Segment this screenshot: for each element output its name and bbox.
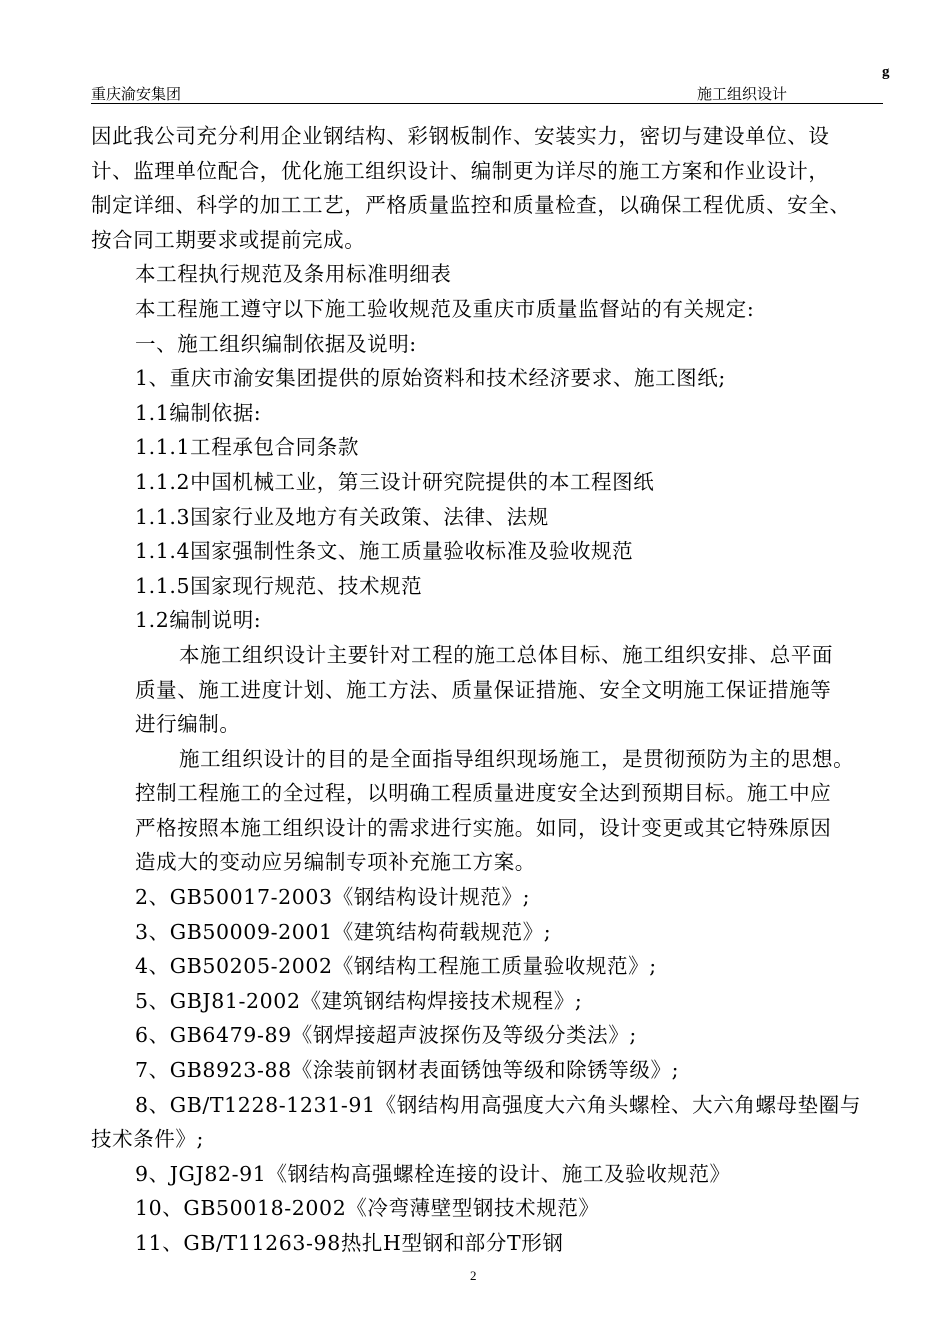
list-item: 6、GB6479-89《钢焊接超声波探伤及等级分类法》; [135, 1023, 637, 1048]
paragraph-line: 质量、施工进度计划、施工方法、质量保证措施、安全文明施工保证措施等 [135, 677, 832, 702]
list-item: 4、GB50205-2002《钢结构工程施工质量验收规范》; [135, 954, 657, 979]
list-item: 1.1.4国家强制性条文、施工质量验收标准及验收规范 [135, 539, 634, 564]
paragraph-line: 进行编制。 [135, 712, 241, 737]
page-header [91, 83, 883, 104]
page-number: 2 [470, 1268, 477, 1283]
list-item: 9、JGJ82-91《钢结构高强螺栓连接的设计、施工及验收规范》 [135, 1161, 731, 1186]
list-item: 10、GB50018-2002《冷弯薄壁型钢技术规范》 [135, 1196, 600, 1221]
paragraph-line: 严格按照本施工组织设计的需求进行实施。如同，设计变更或其它特殊原因 [135, 815, 832, 840]
text-line: 制定详细、科学的加工工艺，严格质量监控和质量检查，以确保工程优质、安全、 [91, 193, 851, 218]
list-item: 11、GB/T11263-98热扎H型钢和部分T形钢 [135, 1231, 564, 1255]
list-item: 1.1编制依据: [135, 400, 262, 425]
list-item: 1.1.1工程承包合同条款 [135, 435, 359, 460]
text-line: 计、监理单位配合，优化施工组织设计、编制更为详尽的施工方案和作业设计， [91, 158, 830, 183]
list-item: 1、重庆市渝安集团提供的原始资料和技术经济要求、施工图纸; [135, 366, 726, 391]
header-company: 重庆渝安集团 [91, 85, 182, 103]
list-item: 5、GBJ81-2002《建筑钢结构焊接技术规程》; [135, 988, 583, 1013]
paragraph-line: 控制工程施工的全过程，以明确工程质量进度安全达到预期目标。施工中应 [135, 781, 832, 806]
corner-mark: g [882, 64, 890, 80]
section-heading: 一、施工组织编制依据及说明: [135, 331, 417, 356]
list-item: 1.2编制说明: [135, 608, 262, 633]
paragraph-line: 施工组织设计的目的是全面指导组织现场施工，是贯彻预防为主的思想。 [179, 746, 855, 771]
list-item: 1.1.5国家现行规范、技术规范 [135, 573, 423, 598]
header-doc-title: 施工组织设计 [697, 85, 788, 103]
list-item: 3、GB50009-2001《建筑结构荷载规范》; [135, 919, 552, 944]
list-item: 1.1.2中国机械工业，第三设计研究院提供的本工程图纸 [135, 469, 655, 494]
list-item-continuation: 技术条件》; [91, 1127, 205, 1152]
paragraph-line: 本施工组织设计主要针对工程的施工总体目标、施工组织安排、总平面 [179, 642, 834, 667]
list-item: 7、GB8923-88《涂装前钢材表面锈蚀等级和除锈等级》; [135, 1058, 680, 1083]
list-item: 1.1.3国家行业及地方有关政策、法律、法规 [135, 504, 549, 529]
paragraph-line: 造成大的变动应另编制专项补充施工方案。 [135, 850, 536, 875]
section-heading: 本工程执行规范及条用标准明细表 [135, 262, 452, 287]
text-line: 本工程施工遵守以下施工验收规范及重庆市质量监督站的有关规定: [135, 296, 755, 321]
text-line: 按合同工期要求或提前完成。 [91, 227, 366, 252]
list-item: 8、GB/T1228-1231-91《钢结构用高强度大六角头螺栓、大六角螺母垫圈与 [135, 1092, 861, 1117]
document-body [91, 119, 903, 1261]
text-line: 因此我公司充分利用企业钢结构、彩钢板制作、安装实力，密切与建设单位、设 [91, 124, 830, 148]
list-item: 2、GB50017-2003《钢结构设计规范》; [135, 885, 531, 910]
